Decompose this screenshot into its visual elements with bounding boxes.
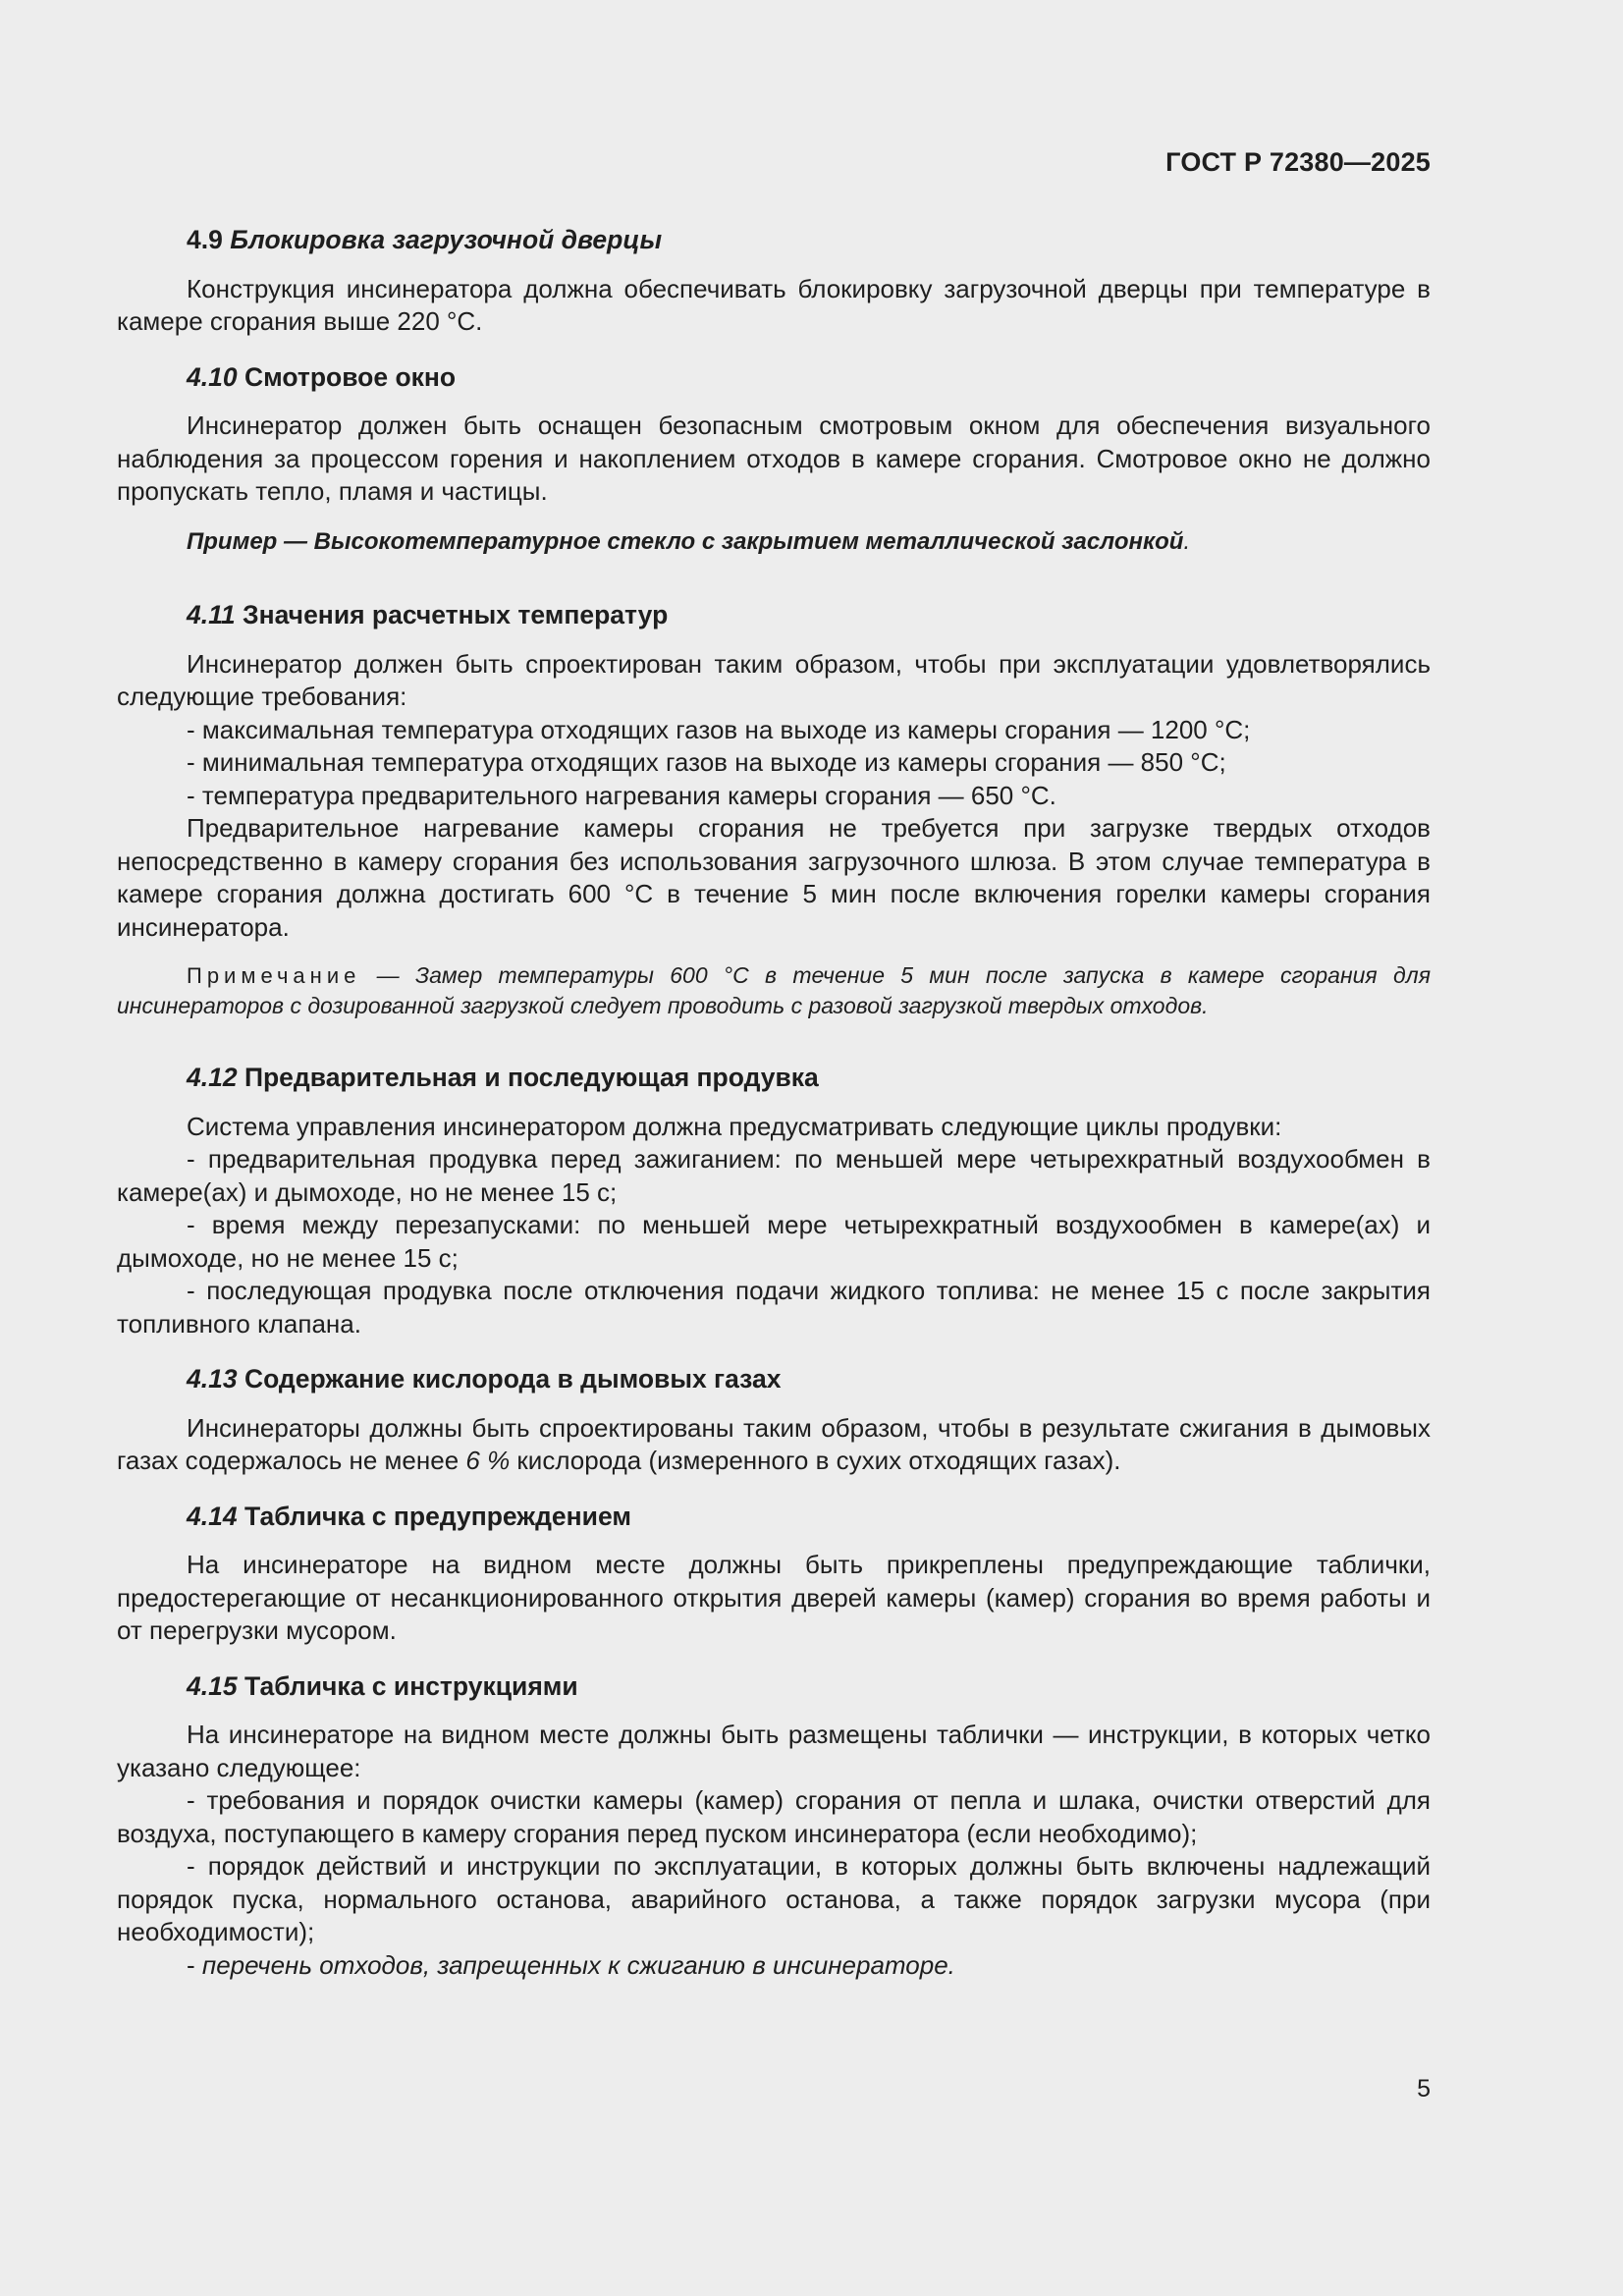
section-number: 4.9 <box>187 225 223 254</box>
note-text: — Замер температуры 600 °C в течение 5 мин после запуска в камере сгорания для инсинераторов с дозированной загрузкой следует проводить с разовой загрузкой твердых отходов. <box>117 962 1431 1018</box>
section-4-13 <box>117 1363 1431 1478</box>
list-item: - предварительная продувка перед зажиганием: по меньшей мере четырехкратный воздухообмен в камере(ах) и дымоходе, но не менее 15 с; <box>117 1144 1431 1207</box>
section-heading <box>117 599 1431 632</box>
section-heading <box>117 1062 1431 1095</box>
paragraph: На инсинераторе на видном месте должны быть прикреплены предупреждающие таблички, предостерегающие от несанкционированного открытия дверей камеры (камер) сгорания во время работы и от перегрузки мусором. <box>117 1550 1431 1645</box>
list-dash: - <box>187 1949 202 1980</box>
note <box>117 960 1431 1020</box>
list-item: - минимальная температура отходящих газов на выходе из камеры сгорания — 850 °C; <box>187 747 1226 777</box>
section-title: Содержание кислорода в дымовых газах <box>243 1364 782 1394</box>
paragraph: На инсинераторе на видном месте должны быть размещены таблички — инструкции, в которых четко указано следующее: <box>117 1720 1431 1782</box>
section-title: Смотровое окно <box>243 361 457 392</box>
note-label: Примечание <box>187 963 361 988</box>
list-item: - температура предварительного нагревания камеры сгорания — 650 °C. <box>187 780 1056 810</box>
example-text <box>117 525 1431 559</box>
document-code: ГОСТ Р 72380—2025 <box>1165 147 1431 177</box>
section-4-14 <box>117 1501 1431 1648</box>
section-title: Предварительная и последующая продувка <box>243 1063 819 1092</box>
list-item: - порядок действий и инструкции по эксплуатации, в которых должны быть включены надлежащий порядок пуска, нормального останова, аварийного останова, а также порядок загрузки мусора (при необходимости); <box>117 1851 1431 1946</box>
section-heading <box>117 1363 1431 1396</box>
list-item: - максимальная температура отходящих газов на выходе из камеры сгорания — 1200 °C; <box>187 714 1251 744</box>
section-title: Табличка с инструкциями <box>243 1670 578 1701</box>
section-title: Блокировка загрузочной дверцы <box>230 225 663 254</box>
section-heading <box>117 1501 1431 1534</box>
list-item-text: перечень отходов, запрещенных к сжиганию в инсинераторе. <box>201 1949 955 1980</box>
paragraph-part: Инсинераторы должны быть спроектированы таким образом, чтобы в результате сжигания в дымовых газах содержалось не менее <box>117 1412 1431 1475</box>
list-item <box>117 1949 1431 1983</box>
example-body: Пример — Высокотемпературное стекло с закрытием металлической заслонкой <box>187 527 1184 555</box>
paragraph: Система управления инсинератором должна предусматривать следующие циклы продувки: <box>187 1111 1282 1141</box>
section-4-12 <box>117 1062 1431 1340</box>
paragraph: Инсинератор должен быть оснащен безопасным смотровым окном для обеспечения визуального наблюдения за процессом горения и накоплением отходов в камере сгорания. Смотровое окно не должно пропускать тепло, пламя и частицы. <box>117 410 1431 506</box>
section-number: 4.13 <box>187 1364 238 1394</box>
section-4-9 <box>117 224 1431 339</box>
section-4-11 <box>117 599 1431 1020</box>
section-title: Значения расчетных температур <box>243 600 669 629</box>
section-number: 4.11 <box>187 600 236 629</box>
section-heading <box>117 224 1431 257</box>
section-number: 4.10 <box>187 361 238 392</box>
paragraph: Инсинератор должен быть спроектирован таким образом, чтобы при эксплуатации удовлетворялись следующие требования: <box>117 648 1431 711</box>
section-number: 4.15 <box>187 1670 238 1701</box>
section-4-15 <box>117 1670 1431 1983</box>
section-heading <box>117 361 1431 395</box>
document-body <box>117 224 1431 1982</box>
oxygen-value: 6 % <box>465 1446 511 1475</box>
section-4-10 <box>117 361 1431 559</box>
list-item: - последующая продувка после отключения подачи жидкого топлива: не менее 15 с после закрытия топливного клапана. <box>117 1276 1431 1339</box>
section-number: 4.14 <box>187 1501 238 1531</box>
list-item: - требования и порядок очистки камеры (камер) сгорания от пепла и шлака, очистки отверстий для воздуха, поступающего в камеру сгорания перед пуском инсинератора (если необходимо); <box>117 1785 1431 1848</box>
page-number: 5 <box>1417 2075 1431 2103</box>
paragraph: Предварительное нагревание камеры сгорания не требуется при загрузке твердых отходов непосредственно в камеру сгорания без использования загрузочного шлюза. В этом случае температура в камере сгорания должна достигать 600 °C в течение 5 мин после включения горелки камеры сгорания инсинератора. <box>117 813 1431 942</box>
paragraph-part: кислорода (измеренного в сухих отходящих газах). <box>510 1446 1121 1475</box>
paragraph <box>117 1412 1431 1478</box>
section-number: 4.12 <box>187 1063 238 1092</box>
section-title: Табличка с предупреждением <box>243 1501 631 1531</box>
paragraph: Конструкция инсинератора должна обеспечивать блокировку загрузочной дверцы при температуре в камере сгорания выше 220 °C. <box>117 273 1431 336</box>
example-end: . <box>1183 527 1191 555</box>
section-heading <box>117 1670 1431 1704</box>
list-item: - время между перезапусками: по меньшей мере четырехкратный воздухообмен в камере(ах) и дымоходе, но не менее 15 с; <box>117 1210 1431 1273</box>
